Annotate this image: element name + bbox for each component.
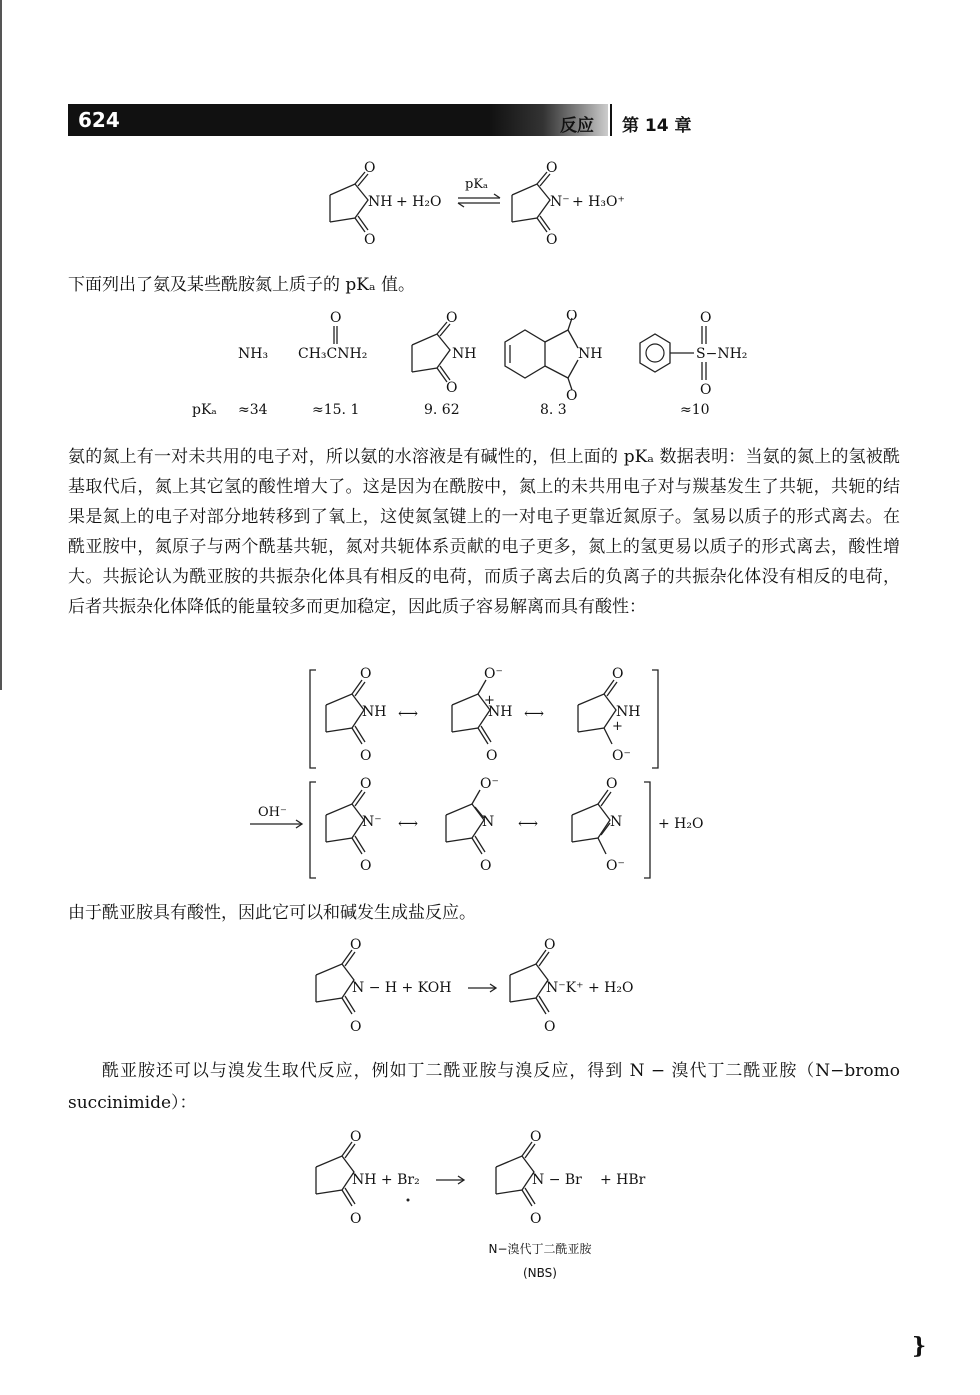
compound-ammonia: NH₃: [238, 346, 269, 362]
pka-structures: [230, 310, 790, 402]
svg-text:O: O: [546, 232, 558, 248]
svg-text:⟷: ⟷: [398, 816, 419, 832]
svg-text:O: O: [446, 310, 458, 326]
svg-text:N: N: [482, 814, 495, 830]
svg-text:NH: NH: [488, 704, 513, 720]
svg-text:O⁻: O⁻: [480, 776, 499, 792]
svg-text:O: O: [566, 310, 578, 324]
salt-right: N⁻K⁺ + H₂O: [546, 980, 634, 996]
svg-text:O⁻: O⁻: [606, 858, 625, 874]
nh-label: NH: [368, 194, 393, 210]
equation-ionization: [300, 160, 660, 250]
svg-text:O: O: [700, 382, 712, 398]
corner-mark: }: [912, 1333, 927, 1359]
compound-succinimide: NH: [452, 346, 477, 362]
bromination-byproduct: + HBr: [600, 1172, 646, 1188]
paragraph-acidity: 氨的氮上有一对未共用的电子对，所以氨的水溶液是有碱性的，但上面的 pKₐ 数据表明：当氨的氮上的氢被酰基取代后，氮上其它氢的酸性增大了。这是因为在酰胺中，氮上的未共用电子对与羰基发生了共轭，共轭的结果是氮上的电子对部分地转移到了氧上，这使氮氢键上的一对电子更靠近氮原子。氢易以质子的形式离去。在酰亚胺中，氮原子与两个酰基共轭，氮对共轭体系贡献的电子更多，氮上的氢更易以质子的形式离去，酸性增大。共振论认为酰亚胺的共振杂化体具有相反的电荷，而质子离去后的负离子的共振杂化体没有相反的电荷，后者共振杂化体降低的能量较多而更加稳定，因此质子容易解离而具有酸性：: [68, 447, 900, 617]
header-divider: [610, 104, 612, 136]
paragraph-bromination: 酰亚胺还可以与溴发生取代反应，例如丁二酰亚胺与溴反应，得到 N − 溴代丁二酰亚胺（N−bromo succinimide）：: [68, 1061, 900, 1113]
pka-label: pKₐ: [192, 402, 217, 418]
pka-value-ammonia: ≈34: [238, 402, 268, 418]
compound-acetamide: CH₃CNH₂: [298, 346, 368, 362]
svg-text:⟷: ⟷: [524, 706, 545, 722]
svg-text:O: O: [330, 310, 342, 326]
svg-text:O: O: [364, 160, 376, 176]
svg-text:O: O: [360, 666, 372, 682]
svg-text:N: N: [610, 814, 623, 830]
svg-text:O: O: [612, 666, 624, 682]
svg-text:O: O: [364, 232, 376, 248]
svg-text:O⁻: O⁻: [484, 666, 503, 682]
compound-phthalimide: NH: [578, 346, 603, 362]
plus-water-resonance: + H₂O: [658, 816, 704, 832]
pka-value-phthalimide: 8. 3: [540, 402, 567, 418]
plus-hydronium: + H₃O⁺: [572, 194, 625, 210]
margin-rule: [0, 0, 2, 690]
svg-text:O: O: [446, 380, 458, 396]
intro-text: 下面列出了氨及某些酰胺氮上质子的 pKₐ 值。: [68, 275, 415, 295]
header-topic: 反应: [560, 116, 594, 136]
svg-text:O: O: [360, 858, 372, 874]
header-bar: [68, 104, 608, 136]
header-chapter: 第 14 章: [622, 116, 692, 136]
svg-text:O: O: [360, 748, 372, 764]
svg-text:O: O: [360, 776, 372, 792]
svg-text:O: O: [566, 388, 578, 402]
svg-text:O: O: [350, 1019, 362, 1035]
equation-bromination: [300, 1125, 680, 1230]
svg-text:O: O: [700, 310, 712, 326]
svg-text:O: O: [486, 748, 498, 764]
svg-text:O: O: [530, 1211, 542, 1227]
svg-text:⟷: ⟷: [398, 706, 419, 722]
salt-left: N − H + KOH: [352, 980, 452, 996]
svg-text:NH: NH: [616, 704, 641, 720]
svg-text:O: O: [544, 937, 556, 953]
svg-text:O: O: [606, 776, 618, 792]
svg-text:N⁻: N⁻: [362, 814, 382, 830]
bromination-product: N − Br: [532, 1172, 582, 1188]
svg-text:O: O: [480, 858, 492, 874]
svg-text:O: O: [530, 1129, 542, 1145]
nbs-caption: N−溴代丁二酰亚胺: [488, 1242, 592, 1256]
pka-value-sulfonamide: ≈10: [680, 402, 710, 418]
svg-text:+: +: [484, 693, 495, 708]
plus-water: + H₂O: [396, 194, 442, 210]
pka-value-acetamide: ≈15. 1: [312, 402, 360, 418]
svg-text:O⁻: O⁻: [612, 748, 631, 764]
svg-text:NH: NH: [362, 704, 387, 720]
equation-salt: [300, 935, 680, 1035]
svg-text:O: O: [350, 1129, 362, 1145]
svg-text:+: +: [612, 719, 623, 734]
paragraph-salt: 由于酰亚胺具有酸性，因此它可以和碱发生成盐反应。: [68, 903, 476, 923]
svg-text:O: O: [350, 937, 362, 953]
page-number: 624: [78, 108, 120, 132]
resonance-diagram: [240, 660, 740, 890]
compound-sulfonamide: S−NH₂: [696, 346, 748, 362]
pka-arrow-label: pKₐ: [465, 177, 489, 192]
bromination-left: NH + Br₂: [352, 1172, 420, 1188]
nbs-abbrev: (NBS): [523, 1266, 557, 1280]
svg-text:O: O: [546, 160, 558, 176]
n-minus-label: N⁻: [550, 194, 570, 210]
hydroxide-label: OH⁻: [258, 805, 287, 820]
svg-text:O: O: [350, 1211, 362, 1227]
svg-text:O: O: [544, 1019, 556, 1035]
svg-text:⟷: ⟷: [518, 816, 539, 832]
pka-value-succinimide: 9. 62: [424, 402, 460, 418]
